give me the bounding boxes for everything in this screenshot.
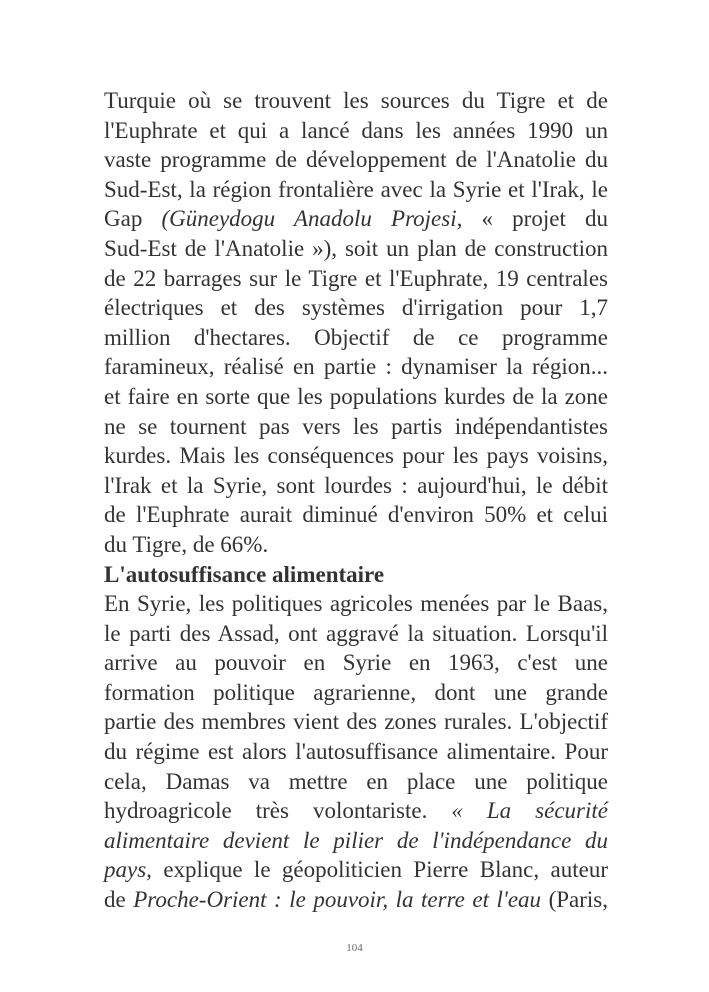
text-line — [104, 86, 608, 116]
italic-text: Proche-Orient : le pouvoir, la terre et l'eau — [133, 887, 542, 913]
text-line — [104, 619, 608, 649]
text-span: du régime est alors l'autosuffisance alimentaire. Pour — [104, 739, 608, 765]
text-line — [104, 707, 608, 737]
section-heading — [104, 560, 608, 590]
text-line — [104, 412, 608, 442]
text-line — [104, 382, 608, 412]
page-number: 104 — [346, 942, 363, 954]
text-line — [104, 323, 608, 353]
text-span: et faire en sorte que les populations kurdes de la zone — [104, 383, 608, 409]
text-span: kurdes. Mais les conséquences pour les pays voisins, — [104, 443, 608, 469]
text-span: de — [104, 887, 134, 913]
text-line — [104, 234, 608, 264]
text-span: (Paris, — [541, 887, 608, 913]
text-span: faramineux, réalisé en partie : dynamiser la région... — [104, 354, 608, 380]
text-span: Sud-Est, la région frontalière avec la Syrie et l'Irak, le — [104, 176, 608, 202]
text-line — [104, 204, 608, 234]
text-span: L'autosuffisance alimentaire — [104, 561, 385, 587]
text-line — [104, 855, 608, 885]
text-span: l'Irak et la Syrie, sont lourdes : aujourd'hui, le débit — [104, 472, 608, 498]
text-span: le parti des Assad, ont aggravé la situation. Lorsqu'il — [104, 620, 608, 646]
body-text — [104, 86, 608, 915]
text-span: Sud-Est de l'Anatolie »), soit un plan de construction — [104, 235, 608, 261]
text-span: formation politique agrarienne, dont une grande — [104, 679, 608, 705]
text-span: du Tigre, de 66%. — [104, 531, 269, 557]
text-span: électriques et des systèmes d'irrigation pour 1,7 — [104, 295, 608, 321]
text-span: l'Euphrate et qui a lancé dans les années 1990 un — [104, 117, 608, 143]
text-line — [104, 648, 608, 678]
text-span: Turquie où se trouvent les sources du Tigre et de — [104, 88, 608, 113]
text-span: million d'hectares. Objectif de ce programme — [104, 324, 608, 350]
text-span: arrive au pouvoir en Syrie en 1963, c'est une — [104, 650, 608, 676]
text-line — [104, 293, 608, 323]
text-line — [104, 737, 608, 767]
text-span: de 22 barrages sur le Tigre et l'Euphrate, 19 centrales — [104, 265, 608, 291]
text-span: explique le géopoliticien Pierre Blanc, auteur — [151, 857, 608, 883]
text-line — [104, 145, 608, 175]
text-span: hydroagricole très volontariste. — [104, 798, 452, 824]
text-line — [104, 175, 608, 205]
text-span: « projet du — [462, 206, 608, 232]
text-line — [104, 589, 608, 619]
text-line — [104, 767, 608, 797]
text-span: de l'Euphrate aurait diminué d'environ 50% et celui — [104, 502, 608, 528]
text-span: En Syrie, les politiques agricoles menées par le Baas, — [104, 591, 608, 617]
text-line — [104, 116, 608, 146]
text-line — [104, 441, 608, 471]
text-line — [104, 471, 608, 501]
text-span: cela, Damas va mettre en place une politique — [104, 768, 608, 794]
italic-text: « La sécurité — [451, 798, 608, 824]
text-line — [104, 826, 608, 856]
text-line — [104, 530, 608, 560]
text-line — [104, 885, 608, 915]
italic-text: (Güneydogu Anadolu Projesi, — [161, 206, 463, 232]
text-line — [104, 796, 608, 826]
text-span: partie des membres vient des zones rurales. L'objectif — [104, 709, 608, 735]
italic-text: alimentaire devient le pilier de l'indépendance du — [104, 827, 608, 853]
italic-text: pays, — [104, 857, 152, 883]
text-span: vaste programme de développement de l'Anatolie du — [104, 147, 608, 173]
text-line — [104, 352, 608, 382]
text-line — [104, 678, 608, 708]
text-span: ne se tournent pas vers les partis indépendantistes — [104, 413, 608, 439]
text-line — [104, 264, 608, 294]
text-span: Gap — [104, 206, 162, 232]
text-line — [104, 500, 608, 530]
